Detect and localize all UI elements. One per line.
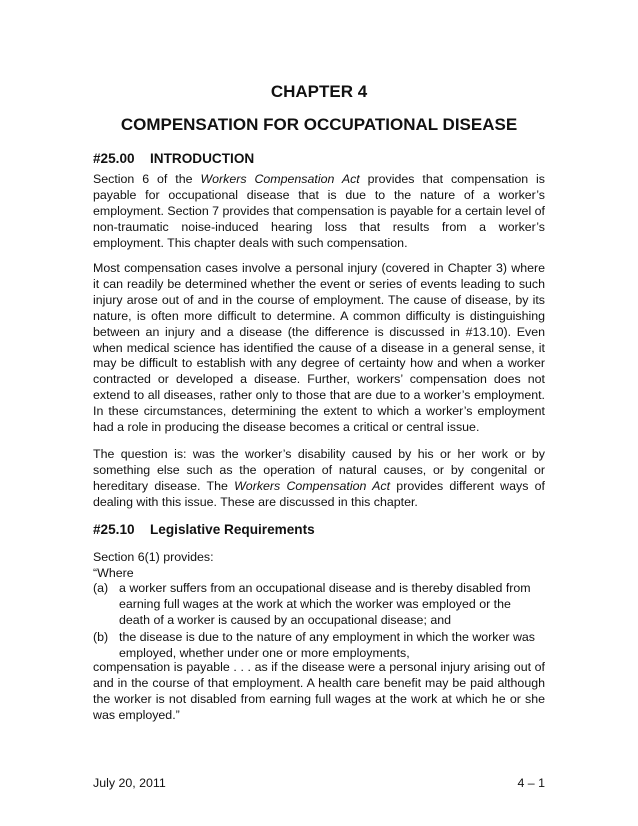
chapter-title: COMPENSATION FOR OCCUPATIONAL DISEASE xyxy=(120,115,518,134)
list-item-label: (a) xyxy=(93,581,109,595)
act-title: Workers Compensation Act xyxy=(234,478,391,493)
section-title: INTRODUCTION xyxy=(150,151,255,166)
section-number: #25.10 xyxy=(93,522,135,537)
footer-date: July 20, 2011 xyxy=(93,776,166,790)
intro-paragraph-1: Section 6 of the Workers Compensation Act provides that compensation is payable for occupational disease that is due to the nature of a worker’s employment. Section 7 provides that compensation is payable for a certain level of non-traumatic noise-induced hearing loss that results from a worker’s employment. This chapter deals with such compensation. xyxy=(93,172,545,250)
footer-page-number: 4 – 1 xyxy=(517,776,545,790)
section-number: #25.00 xyxy=(93,151,135,166)
quote-intro: Section 6(1) provides: xyxy=(93,550,214,564)
intro-paragraph-2: Most compensation cases involve a personal injury (covered in Chapter 3) where it can readily be determined whether the event or series of events leading to such injury arose out of and in the course of employment. The cause of disease, by its nature, is often more difficult to determine. A common difficulty is distinguishing between an injury and a disease (the difference is discussed in #13.10). Even when medical science has identified the cause of a disease in a general sense, it may be difficult to establish with any degree of certainty how and when a worker contracted or developed a disease. Further, workers’ compensation does not extend to all diseases, rather only to those that are due to a worker’s employment. In these circumstances, determining the extent to which a worker’s employment had a role in producing the disease becomes a critical or central issue. xyxy=(93,261,545,435)
list-item-text: the disease is due to the nature of any employment in which the worker was employed, whether under one or more employments, xyxy=(119,630,535,660)
section-heading-legislative xyxy=(93,522,315,537)
intro-paragraph-3: The question is: was the worker’s disability caused by his or her work or by something else such as the operation of natural causes, or by congenital or hereditary disease. The Workers Compensation Act provides different ways of dealing with this issue. These are discussed in this chapter. xyxy=(93,447,545,509)
section-title: Legislative Requirements xyxy=(150,522,315,537)
chapter-label: CHAPTER 4 xyxy=(270,82,368,101)
quote-where: “Where xyxy=(93,566,134,580)
list-item-label: (b) xyxy=(93,630,109,644)
quote-closing: compensation is payable . . . as if the disease were a personal injury arising out of and in the course of that employment. A health care benefit may be paid although the worker is not disabled from earning full wages at the work at which he or she was employed.” xyxy=(93,660,545,722)
act-title: Workers Compensation Act xyxy=(200,172,360,186)
list-item-text: a worker suffers from an occupational disease and is thereby disabled from earning full wages at the work at which the worker was employed or the death of a worker is caused by an occupational disease; and xyxy=(119,581,531,627)
section-heading-introduction xyxy=(93,151,254,166)
